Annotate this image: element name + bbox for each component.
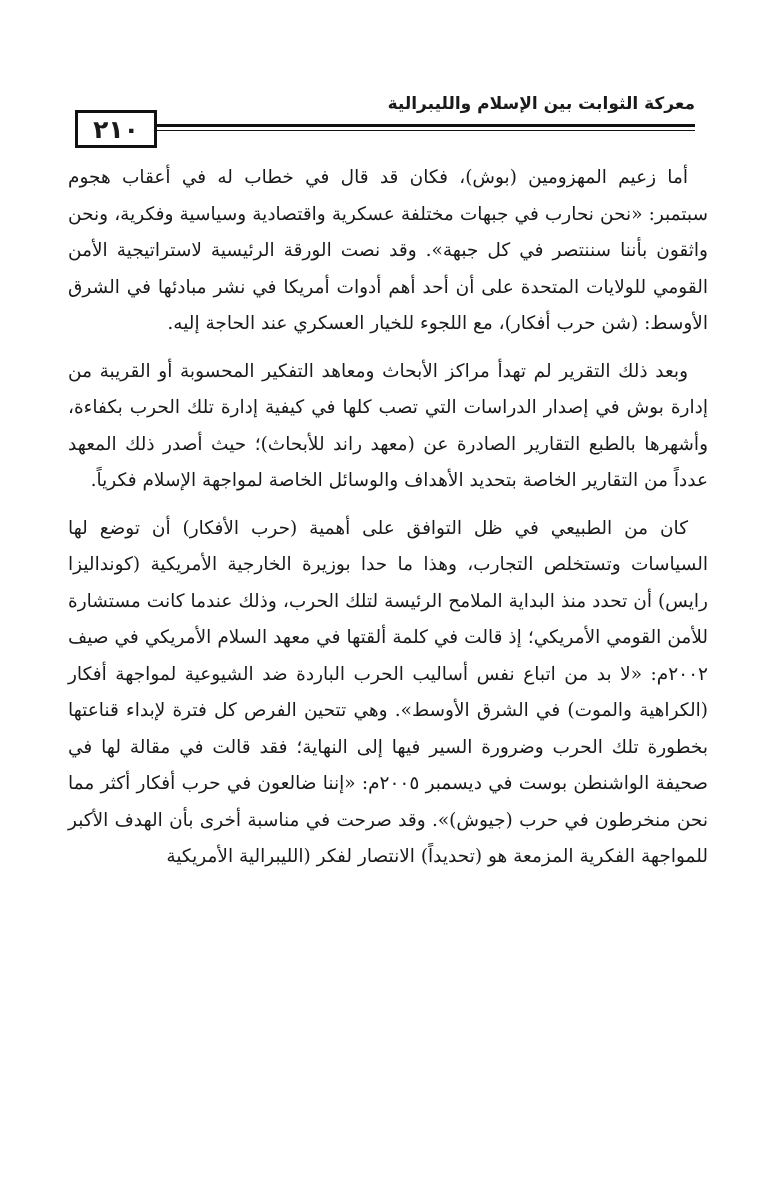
running-title: معركة الثوابت بين الإسلام والليبرالية [387, 94, 695, 114]
paragraph-3: كان من الطبيعي في ظل التوافق على أهمية (حرب الأفكار) أن توضع لها السياسات وتستخلص التجارب، وهذا ما حدا بوزيرة الخارجية الأمريكية (كونداليزا رايس) أن تحدد منذ البداية الملامح الرئيسة لتلك الحرب، وذلك عندما كانت مستشارة للأمن القومي الأمريكي؛ إذ قالت في كلمة ألقتها في معهد السلام الأمريكي في صيف ٢٠٠٢م: «لا بد من اتباع نفس أساليب الحرب الباردة ضد الشيوعية لمواجهة أفكار (الكراهية والموت) في الشرق الأوسط». وهي تتحين الفرص كل فترة لإبداء قناعتها بخطورة تلك الحرب وضرورة السير فيها إلى النهاية؛ فقد قالت في مقالة لها في صحيفة الواشنطن بوست في ديسمبر ٢٠٠٥م: «إننا ضالعون في حرب أفكار أكثر مما نحن منخرطون في حرب (جيوش)». وقد صرحت في مناسبة أخرى بأن الهدف الأكبر للمواجهة الفكرية المزمعة هو (تحديداً) الانتصار لفكر (الليبرالية الأمريكية [68, 517, 708, 867]
header-rule-thick [155, 124, 695, 127]
paragraph-2: وبعد ذلك التقرير لم تهدأ مراكز الأبحاث ومعاهد التفكير المحسوبة أو القريبة من إدارة بوش في إصدار الدراسات التي تصب كلها في كيفية إدارة تلك الحرب بكفاءة، وأشهرها بالطبع التقارير الصادرة عن (معهد راند للأبحاث)؛ حيث أصدر ذلك المعهد عدداً من التقارير الخاصة بتحديد الأهداف والوسائل الخاصة لمواجهة الإسلام فكرياً. [68, 360, 708, 491]
page-number: ٢١٠ [75, 110, 157, 148]
page-body [68, 160, 708, 887]
page-header [75, 94, 695, 150]
header-rule-thin [155, 130, 695, 131]
paragraph-1: أما زعيم المهزومين (بوش)، فكان قد قال في خطاب له في أعقاب هجوم سبتمبر: «نحن نحارب في جبهات مختلفة عسكرية واقتصادية وسياسية وفكرية، ونحن واثقون بأننا سننتصر في كل جبهة». وقد نصت الورقة الرئيسية لاستراتيجية الأمن القومي للولايات المتحدة على أن أحد أهم أدوات أمريكا في نشر مبادئها في الشرق الأوسط: (شن حرب أفكار)، مع اللجوء للخيار العسكري عند الحاجة إليه. [68, 167, 708, 334]
